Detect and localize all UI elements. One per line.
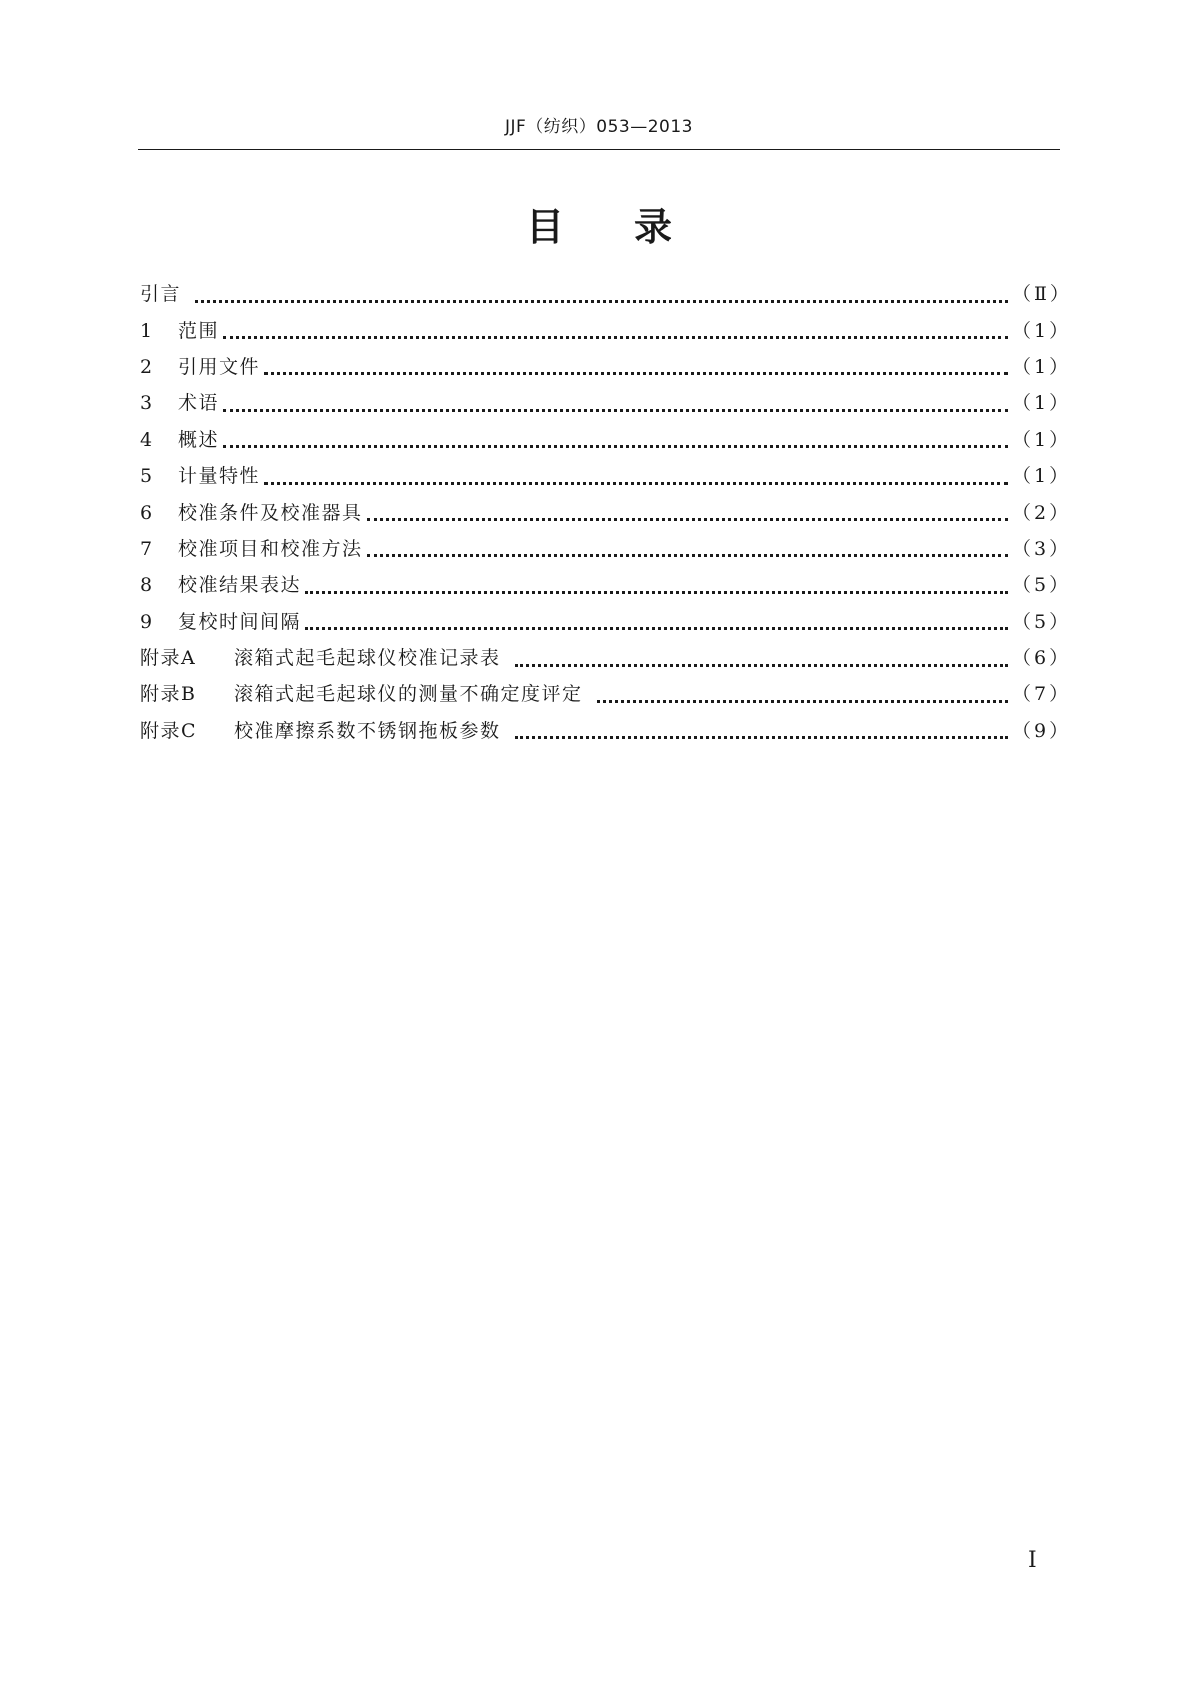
- toc-entry-9[interactable]: [140, 604, 1072, 640]
- toc-leader-dots: [515, 644, 1008, 667]
- toc-appendix-prefix: 附录C: [140, 719, 198, 742]
- toc-entry-label: 计量特性: [178, 465, 261, 488]
- toc-page-number: （6）: [1012, 647, 1072, 670]
- toc-leader-dots: [597, 680, 1008, 703]
- toc-entry-1[interactable]: [140, 312, 1072, 348]
- toc-entry-label: 校准项目和校准方法: [178, 537, 363, 560]
- table-of-contents: [140, 276, 1072, 749]
- standard-code-header: JJF（纺织）053—2013: [504, 117, 694, 137]
- toc-entry-label: 滚箱式起毛起球仪校准记录表: [234, 647, 501, 670]
- toc-page-number: （2）: [1012, 501, 1072, 524]
- toc-entry-label: 滚箱式起毛起球仪的测量不确定度评定: [234, 683, 583, 706]
- toc-page-number: （5）: [1012, 610, 1072, 633]
- toc-entry-label: 复校时间间隔: [178, 610, 302, 633]
- toc-page-number: （1）: [1012, 392, 1072, 415]
- header-divider: [138, 149, 1060, 150]
- toc-entry-8[interactable]: [140, 567, 1072, 603]
- page-title: [138, 196, 1060, 251]
- toc-entry-label: 校准摩擦系数不锈钢拖板参数: [234, 719, 501, 742]
- title-char-2: 录: [634, 205, 673, 249]
- toc-leader-dots: [305, 571, 1008, 594]
- toc-entry-number: 7: [140, 537, 153, 560]
- toc-entry-intro[interactable]: [140, 276, 1072, 312]
- toc-entry-5[interactable]: [140, 458, 1072, 494]
- toc-entry-number: 6: [140, 501, 153, 524]
- toc-entry-label: 引用文件: [178, 355, 261, 378]
- toc-page-number: （1）: [1012, 319, 1072, 342]
- toc-entry-4[interactable]: [140, 422, 1072, 458]
- title-char-1: 目: [525, 205, 564, 249]
- toc-entry-label: 范围: [178, 319, 220, 342]
- toc-page-number: （7）: [1012, 683, 1072, 706]
- toc-entry-number: 5: [140, 465, 153, 488]
- toc-entry-appendix-b[interactable]: [140, 676, 1072, 712]
- toc-entry-label: 引言: [140, 283, 182, 306]
- toc-entry-2[interactable]: [140, 349, 1072, 385]
- toc-leader-dots: [223, 389, 1008, 412]
- toc-leader-dots: [367, 534, 1008, 557]
- page-number: Ⅰ: [1028, 1548, 1037, 1573]
- toc-entry-number: 1: [140, 319, 153, 342]
- toc-leader-dots: [223, 425, 1008, 448]
- toc-entry-label: 术语: [178, 392, 220, 415]
- toc-entry-number: 9: [140, 610, 153, 633]
- toc-leader-dots: [264, 352, 1008, 375]
- toc-entry-label: 校准结果表达: [178, 574, 302, 597]
- toc-entry-number: 2: [140, 355, 153, 378]
- toc-leader-dots: [367, 498, 1008, 521]
- toc-page-number: （1）: [1012, 428, 1072, 451]
- toc-leader-dots: [223, 316, 1008, 339]
- toc-page-number: （1）: [1012, 465, 1072, 488]
- toc-entry-label: 校准条件及校准器具: [178, 501, 363, 524]
- toc-entry-3[interactable]: [140, 385, 1072, 421]
- toc-leader-dots: [305, 607, 1008, 630]
- toc-leader-dots: [264, 462, 1008, 485]
- toc-entry-6[interactable]: [140, 494, 1072, 530]
- toc-leader-dots: [195, 280, 1008, 303]
- toc-entry-7[interactable]: [140, 531, 1072, 567]
- toc-page-number: （5）: [1012, 574, 1072, 597]
- toc-page-number: （9）: [1012, 719, 1072, 742]
- toc-entry-number: 8: [140, 574, 153, 597]
- toc-appendix-prefix: 附录B: [140, 683, 197, 706]
- toc-page-number: （Ⅱ）: [1012, 283, 1072, 306]
- toc-entry-number: 3: [140, 392, 153, 415]
- toc-page-number: （3）: [1012, 537, 1072, 560]
- toc-leader-dots: [515, 716, 1008, 739]
- toc-appendix-prefix: 附录A: [140, 647, 197, 670]
- toc-entry-label: 概述: [178, 428, 220, 451]
- toc-entry-number: 4: [140, 428, 153, 451]
- toc-entry-appendix-c[interactable]: [140, 713, 1072, 749]
- toc-page-number: （1）: [1012, 355, 1072, 378]
- toc-entry-appendix-a[interactable]: [140, 640, 1072, 676]
